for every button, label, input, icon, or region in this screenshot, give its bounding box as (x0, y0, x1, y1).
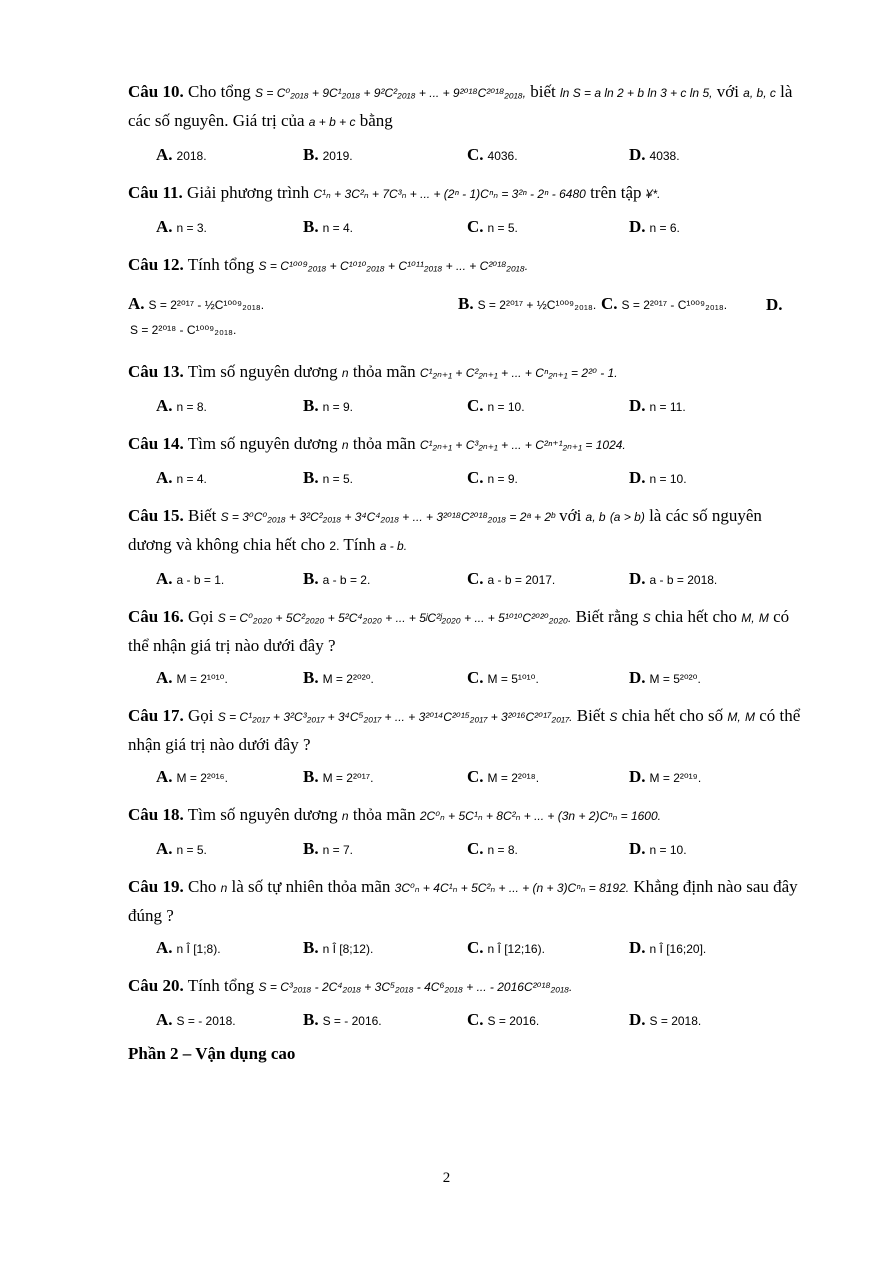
option-c[interactable]: C. a - b = 2017. (467, 569, 556, 588)
question-16: Câu 16. Gọi S = C⁰₂₀₂₀ + 5C²₂₀₂₀ + 5²C⁴₂₀₂₀ + ... + 5ʲC²ʲ₂₀₂₀ + ... + 5¹⁰¹⁰C²⁰²⁰₂₀₂₀. Biết rằng S chia hết cho M, M có thể nhận giá trị nào dưới đây ? (128, 607, 790, 655)
option-a[interactable]: A. 2018. (156, 145, 207, 164)
option-c[interactable]: C. S = 2016. (467, 1010, 540, 1029)
options-12 (128, 292, 808, 342)
option-d[interactable]: D. n = 11. (629, 396, 686, 415)
options-17 (156, 766, 808, 789)
question-11: Câu 11. Giải phương trình C¹ₙ + 3C²ₙ + 7C³ₙ + ... + (2ⁿ - 1)Cⁿₙ = 3²ⁿ - 2ⁿ - 6480 trên tập ¥*. (128, 183, 661, 202)
option-b[interactable]: B. n = 5. (303, 468, 353, 487)
options-14 (156, 467, 808, 490)
options-18 (156, 838, 808, 861)
option-d[interactable]: D. M = 5²⁰²⁰. (629, 668, 701, 687)
option-a[interactable]: A. n Î [1;8). (156, 938, 221, 957)
option-b[interactable]: B. n = 9. (303, 396, 353, 415)
option-d[interactable]: D. n = 6. (629, 217, 680, 236)
section-title: Phần 2 – Vận dụng cao (128, 1044, 296, 1063)
option-c[interactable]: C. n = 9. (467, 468, 518, 487)
option-a[interactable]: A. n = 4. (156, 468, 207, 487)
option-d-label[interactable]: D. (766, 295, 783, 314)
option-a[interactable]: A. a - b = 1. (156, 569, 225, 588)
option-a[interactable]: A. n = 3. (156, 217, 207, 236)
question-12: Câu 12. Tính tổng S = C¹⁰⁰⁹₂₀₁₈ + C¹⁰¹⁰₂₀₁₈ + C¹⁰¹¹₂₀₁₈ + ... + C²⁰¹⁸₂₀₁₈. (128, 255, 529, 274)
options-20 (156, 1009, 808, 1032)
option-d[interactable]: D. M = 2²⁰¹⁹. (629, 767, 702, 786)
options-13 (156, 395, 808, 418)
option-d-value: S = 2²⁰¹⁸ - C¹⁰⁰⁹₂₀₁₈. (130, 323, 237, 337)
question-17: Câu 17. Gọi S = C¹₂₀₁₇ + 3²C³₂₀₁₇ + 3⁴C⁵₂₀₁₇ + ... + 3²⁰¹⁴C²⁰¹⁵₂₀₁₇ + 3²⁰¹⁶C²⁰¹⁷₂₀₁₇. Biết S chia hết cho số M, M có thể nhận giá trị nào dưới đây ? (128, 706, 801, 754)
option-b[interactable]: B. S = - 2016. (303, 1010, 382, 1029)
question-14: Câu 14. Tìm số nguyên dương n thỏa mãn C¹₂ₙ₊₁ + C³₂ₙ₊₁ + ... + C²ⁿ⁺¹₂ₙ₊₁ = 1024. (128, 434, 626, 453)
question-10: Câu 10. Cho tổng S = C⁰₂₀₁₈ + 9C¹₂₀₁₈ + 9²C²₂₀₁₈ + ... + 9²⁰¹⁸C²⁰¹⁸₂₀₁₈, biết ln S = a ln 2 + b ln 3 + c ln 5, với a, b, c là các số nguyên. Giá trị của a + b + c bằng (128, 82, 793, 130)
option-b[interactable]: B. S = 2²⁰¹⁷ + ½C¹⁰⁰⁹₂₀₁₈. (458, 294, 597, 313)
option-b[interactable]: B. M = 2²⁰¹⁷. (303, 767, 374, 786)
option-d[interactable]: D. a - b = 2018. (629, 569, 718, 588)
option-c[interactable]: C. n = 8. (467, 839, 518, 858)
option-b[interactable]: B. n = 4. (303, 217, 353, 236)
option-b[interactable]: B. n Î [8;12). (303, 938, 374, 957)
question-15: Câu 15. Biết S = 3⁰C⁰₂₀₁₈ + 3²C²₂₀₁₈ + 3⁴C⁴₂₀₁₈ + ... + 3²⁰¹⁸C²⁰¹⁸₂₀₁₈ = 2ᵃ + 2ᵇ với a, b (a > b) là các số nguyên dương và không chia hết cho 2. Tính a - b. (128, 506, 762, 554)
page-number: 2 (442, 1170, 451, 1186)
option-d[interactable]: D. n = 10. (629, 839, 687, 858)
option-d[interactable]: D. n = 10. (629, 468, 687, 487)
option-c[interactable]: C. 4036. (467, 145, 518, 164)
option-a[interactable]: A. n = 8. (156, 396, 207, 415)
option-d[interactable]: D. n Î [16;20]. (629, 938, 707, 957)
option-b[interactable]: B. n = 7. (303, 839, 353, 858)
option-c[interactable]: C. M = 5¹⁰¹⁰. (467, 668, 539, 687)
option-c[interactable]: C. S = 2²⁰¹⁷ - C¹⁰⁰⁹₂₀₁₈. (601, 294, 728, 313)
option-a[interactable]: A. n = 5. (156, 839, 207, 858)
option-a[interactable]: A. M = 2¹⁰¹⁰. (156, 668, 228, 687)
option-a[interactable]: A. S = 2²⁰¹⁷ - ½C¹⁰⁰⁹₂₀₁₈. (128, 294, 265, 313)
option-c[interactable]: C. M = 2²⁰¹⁸. (467, 767, 540, 786)
option-d[interactable]: D. S = 2018. (629, 1010, 702, 1029)
options-11 (156, 216, 808, 239)
options-10 (156, 144, 808, 167)
options-19 (156, 937, 808, 960)
option-b[interactable]: B. 2019. (303, 145, 353, 164)
options-16 (156, 667, 808, 690)
option-b[interactable]: B. a - b = 2. (303, 569, 371, 588)
options-15 (156, 568, 808, 591)
option-d[interactable]: D. 4038. (629, 145, 680, 164)
document-body (128, 78, 808, 1064)
option-c[interactable]: C. n = 5. (467, 217, 518, 236)
question-18: Câu 18. Tìm số nguyên dương n thỏa mãn 2C⁰ₙ + 5C¹ₙ + 8C²ₙ + ... + (3n + 2)Cⁿₙ = 1600. (128, 805, 661, 824)
option-a[interactable]: A. M = 2²⁰¹⁶. (156, 767, 228, 786)
option-b[interactable]: B. M = 2²⁰²⁰. (303, 668, 374, 687)
question-13: Câu 13. Tìm số nguyên dương n thỏa mãn C¹₂ₙ₊₁ + C²₂ₙ₊₁ + ... + Cⁿ₂ₙ₊₁ = 2²⁰ - 1. (128, 362, 618, 381)
option-a[interactable]: A. S = - 2018. (156, 1010, 236, 1029)
question-20: Câu 20. Tính tổng S = C³₂₀₁₈ - 2C⁴₂₀₁₈ + 3C⁵₂₀₁₈ - 4C⁶₂₀₁₈ + ... - 2016C²⁰¹⁸₂₀₁₈. (128, 976, 573, 995)
option-c[interactable]: C. n = 10. (467, 396, 525, 415)
question-19: Câu 19. Cho n là số tự nhiên thỏa mãn 3C⁰ₙ + 4C¹ₙ + 5C²ₙ + ... + (n + 3)Cⁿₙ = 8192. Khẳng định nào sau đây đúng ? (128, 877, 798, 925)
option-c[interactable]: C. n Î [12;16). (467, 938, 545, 957)
